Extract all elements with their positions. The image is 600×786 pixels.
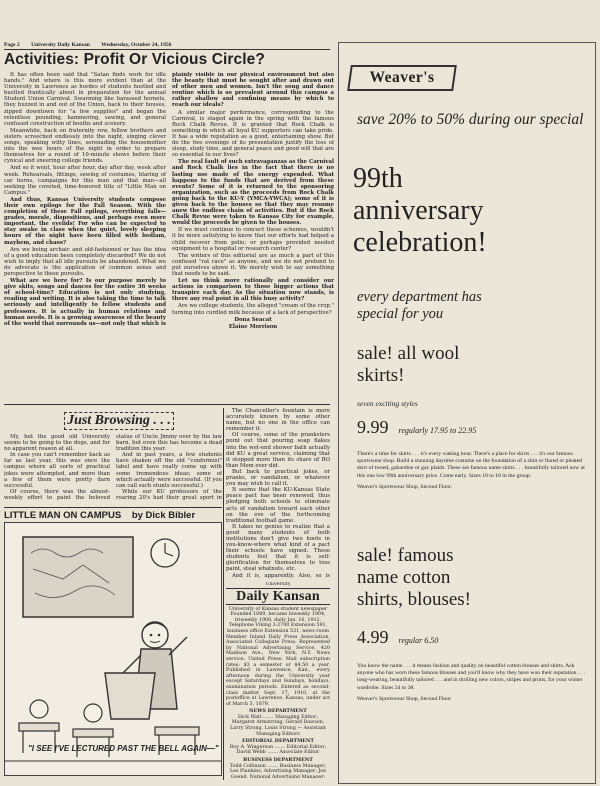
masthead-section-heading: EDITORIAL DEPARTMENT: [242, 738, 314, 745]
editorial-paragraph: It has often been said that "Satan finds work for idle hands." And where is this more evident than at the University in Lawrence as hordes of students hustled and bustled frantically about in preparation for the annual Student Union Carnival. Swarming like harassed hornets, they buzzed in and out of the Union, back to their houses, zipped downtown for "a few supplies" and began the relentless pounding, hammering, sawing, and general confused construction of booths and scenery.: [4, 72, 166, 127]
ad-blouses-title: [357, 545, 587, 611]
page-number: Page 2: [4, 42, 20, 48]
masthead-name: Daily Kansan: [226, 588, 330, 605]
middle-paragraph: But back to practical jokes, or pranks, or vandalism, or whatever you may wish to call it.: [226, 468, 330, 488]
masthead-prefix: University: [265, 582, 291, 587]
ad-blouses-sale-price: 4.99: [357, 627, 389, 647]
cartoon-title-text: LITTLE MAN ON CAMPUS: [4, 510, 122, 521]
just-browsing-title: Just Browsing . . .: [64, 412, 174, 430]
cartoon-caption: "I SEE I'VE LECTURED PAST THE BELL AGAIN—": [28, 744, 219, 753]
masthead-section-text: Todd Collinson ....... Business Manager; Les Plankins, Advertising Manager; Joe Goend, National Advertising Manager;: [229, 763, 327, 778]
ad-skirts-title-line: skirts!: [357, 365, 405, 386]
middle-paragraph: It seems that the KU-Kansas State peace pact has been renewed, thus pledging both schools to eliminate acts of vandalism toward each other on the eve of the forthcoming traditional football game.: [226, 487, 330, 524]
just-browsing-paragraph: In case you can't remember back as far as last year, this was once the campus where all sorts of practical jokes were attempted, and more than a few of them were pretty darn successful.: [4, 452, 110, 489]
ad-blouses-shop: Weaver's Sportswear Shop, Second Floor: [357, 695, 451, 702]
ad-headline-line: anniversary: [353, 195, 484, 226]
middle-paragraph: And it is, apparently. Also, so is: [232, 572, 330, 578]
ad-skirts-shop: Weaver's Sportswear Shop, Second Floor.: [357, 483, 453, 490]
ad-skirts-body: [357, 451, 585, 491]
middle-paragraph: It takes no genius to realize that a good many students of both institutions don't give two hoots in you-know-where what kind of a pact their schools have signed. These students feel that it is self-glorification for themselves to toss paint, steal whatnots, etc.: [226, 523, 330, 573]
ad-blouses-description: You know the name . . . it means fashion and quality on beautiful cotton blouses and shirts. Ask anyone who has worn these famous blouses and you'll know why they have won their reputation . . . long-wearing, beautifully tailored . . . and in thrilling new colors, stripes and prints, for your winter wardrobe. Sizes 34 to 38.: [357, 663, 586, 691]
editorial-paragraph: A similar major performance, corresponding to the Carnival, is staged again in the spring with the famous Rock Chalk Revue. It is granted that Rock Chalk is something in which all loyal KU supporters can take pride. It has a wide reputation as a good, entertaining show. But do the two evenings of its presentation justify the loss of sleep, study time, and general peace and good will that are so essential to our lives?: [172, 109, 334, 159]
editorial-paragraph: And so it went, hour after hour, day after day, week after week. Rehearsals, fittings, sewing of costumes, blaring of car horns, campaigns for this man and that man—all seeking the coveted, time-honored title of "Little Man on Campus.": [4, 165, 166, 196]
editorial-paragraph: Are we being archaic and old-fashioned or has the idea of a good education been completely discarded? We do not wish to imply that all idle pursuits be abandoned. What we do advocate is the application of common sense and perspective to these pursuits.: [4, 246, 166, 277]
ad-blouses-price: [357, 627, 597, 648]
ad-skirts-title: [357, 343, 587, 387]
paper-name: University Daily Kansan: [31, 42, 90, 48]
ad-headline-line: celebration!: [353, 227, 487, 258]
ad-skirts-price: [357, 417, 597, 438]
ad-skirts-title-line: sale! all wool: [357, 343, 460, 364]
masthead-section-text: Roy A. Wingerson ....... Editorial Editor; David Webb ....... Associate Editor: [229, 744, 327, 756]
column-divider: [223, 408, 224, 780]
just-browsing-body: [4, 434, 222, 506]
masthead-section-heading: NEWS DEPARTMENT: [249, 708, 307, 715]
ad-headline-line: 99th: [353, 163, 403, 194]
editorial-paragraph: Let us think more rationally and consider our actions in comparison to those bigger actions that transpire each day. As the situation now stands, is there any real point in all this busy activity?: [172, 278, 334, 303]
editorial-paragraph: Are we college students, the alleged "cream of the crop," turning into curdled milk because of a lack of perspective?: [172, 303, 334, 316]
masthead-info: Member Inland Daily Press Association, Associated Collegiate Press. Represented by National Advertising Service, 420 Madison Ave., New York, N.Y. News service: United Press. Mail subscription rates: $3 a semester or $4.50 a year. Published in Lawrence, Kan., every afternoon during the University year except Saturdays and Sundays, holidays, examination periods. Entered as second-class matter Sept. 17, 1910, at the postoffice at Lawrence, Kansas, under act of March 3, 1879.: [226, 634, 330, 707]
editorial-signature: Elaine Morrison: [228, 323, 278, 330]
editorial-paragraph: And thus, Kansas University students compose their own epilogs for the Fall Season. With the completion of these Fall epilogs, everything falls—grades, morale, dispositions, and perhaps even more important, the eyelids! For who can be expected to stay awake in class when the quiet, lovely sleeping hours of the night have been filled with bedlam, mayhem, and chaos?: [4, 196, 166, 246]
just-browsing-paragraph: And in past years, a few students have shaken off the old "conformist" label and have really come up with some tremendous ideas; some of which actually were successful. (If you can call such stunts successful.): [116, 452, 222, 489]
weavers-advertisement: [338, 42, 596, 784]
ad-blouses-title-line: sale! famous: [357, 545, 454, 566]
middle-paragraph: Of course, some of the pranksters point out that pouring soap flakes into the wet-end shower bath actually did KU a great service, claiming that it stopped more than its share of BO than Mom ever did.: [226, 432, 330, 469]
cartoon-panel: [4, 522, 222, 776]
editorial-paragraph: What are we here for? Is our purpose merely to give skits, songs and dances for the entire 36 weeks of school-time? Education is not only studying, reading and writing. It is also taking the time to talk seriously and intelligently to fellow students and professors. It is actually in human relations and human needs. It is a growing awareness of the beauty of the world that surrounds us—not only that which is plainly visible in our physical environment but also the beauty that must be sought after and drawn out of other men and women. Isn't the song and dance routine which is so prevalent around this campus a rather shallow and confining means by which to reach our ideals?: [4, 72, 334, 327]
ad-skirts-sale-price: 9.99: [357, 417, 389, 437]
just-browsing-paragraph: Of course, there was the almost-weekly effort to paint the beloved statue of Uncle Jimmy over by the law barn, but even this has become a dead tradition this year.: [4, 434, 222, 501]
ad-blouses-regular-price: regular 6.50: [398, 636, 439, 645]
ad-skirts-description: There's a time for skirts . . . it's every waking hour. There's a place for skirts . . . it's our famous sportswear shop. Build a stunning daytime costume on the foundation of a slim or flared or pleated skirt of tweed, gabardine or gay plaids. These are famous name skirts . . . beautifully tailored now at this one low 99th anniversary price. Come early. Sizes 10 to 18 in the group.: [357, 451, 585, 479]
ad-headline: [353, 163, 593, 259]
editorial-signature: Dona Seacat: [234, 316, 272, 323]
cartoon-title: [4, 510, 222, 521]
just-browsing-paragraph: My, but the good old University seems to be going to the dogs, and for no apparent reason at all.: [4, 434, 110, 453]
editorial-paragraph: Meanwhile, back on fraternity row, fellow brothers and sisters screeched endlessly into the night, singing clever songs, speaking witty lines, serenading the housemother into the wee hours of the night in order to prepare themselves for a round of 10-minute shows before their cynical and sneering college friends.: [4, 127, 166, 165]
editorial-paragraph: The real fault of such extravaganzas as the Carnival and Rock Chalk lies in the fact that there is no lasting use made of the energy expended. What happens to the funds that are derived from these events? Some of it is returned to the sponsoring organization, such as the proceeds from Rock Chalk going back to the KU-Y (YMCA-YWCA); some of it is given back to the houses so that they may resume anew the endless chain of activities. But if the Rock Chalk Revue were taken to Kansas City for example, would the proceeds be given to the houses.: [172, 159, 334, 227]
masthead-phones: Telephone Viking 3-2700 Extension 591, business office Extension 531, news room: [227, 623, 329, 634]
ad-blouses-title-line: name cotton: [357, 567, 451, 588]
editorial-paragraph: If we must continue to concoct these schemes, wouldn't it be more satisfying to know that our efforts had helped a child recover from polio; or perhaps provided needed equipment to a hospital or research center?: [172, 227, 334, 252]
editorial-body: [4, 72, 334, 402]
just-browsing-paragraph: While our KU professors of the roaring 20's had their great sport in: [116, 488, 222, 501]
middle-column: [226, 408, 330, 578]
ad-every-department: [357, 289, 587, 323]
masthead-section-text: Dick Walt ....... Managing Editor; Margaret Armstrong, Gerald Dawson, Larry Strong, Louis Strong — Assistant Managing Editors: [230, 714, 326, 737]
masthead-section-heading: BUSINESS DEPARTMENT: [243, 757, 313, 764]
ad-every-line: every department has: [357, 289, 482, 305]
ad-every-line: special for you: [357, 306, 444, 322]
masthead-intro: University of Kansas student newspaper Founded 1889, became biweekly 1904, triweekly 1908, daily Jan. 16, 1912.: [228, 606, 328, 623]
issue-date: Wednesday, October 24, 1956: [101, 42, 172, 48]
ad-blouses-body: [357, 663, 585, 703]
section-divider: [4, 404, 330, 405]
editorial-paragraph: The writers of this editorial are as much a part of this confused "rat race" as anyone, and we do not pretend to put ourselves above it. We merely wish to say something that needs to be said.: [172, 252, 334, 277]
ad-save-line: save 20% to 50% during our special: [357, 111, 584, 128]
section-divider: [4, 507, 222, 508]
weavers-logo-text: Weaver's: [369, 69, 435, 86]
middle-paragraph: The Chancellor's fountain is more accurately known by some other name, but no one in the office can remember it.: [226, 408, 330, 433]
masthead: [226, 582, 330, 778]
weavers-logo: [347, 65, 457, 91]
ad-blouses-title-line: shirts, blouses!: [357, 589, 471, 610]
just-browsing-column: [4, 408, 222, 506]
ad-skirts-subtitle: seven exciting styles: [357, 399, 418, 408]
page-header: [4, 42, 330, 50]
ad-skirts-regular-price: regularly 17.95 to 22.95: [398, 426, 477, 435]
cartoon-author: by Dick Bibler: [131, 510, 196, 521]
cartoon-drawing: [5, 523, 222, 776]
editorial-headline: Activities: Profit Or Vicious Circle?: [4, 51, 265, 68]
